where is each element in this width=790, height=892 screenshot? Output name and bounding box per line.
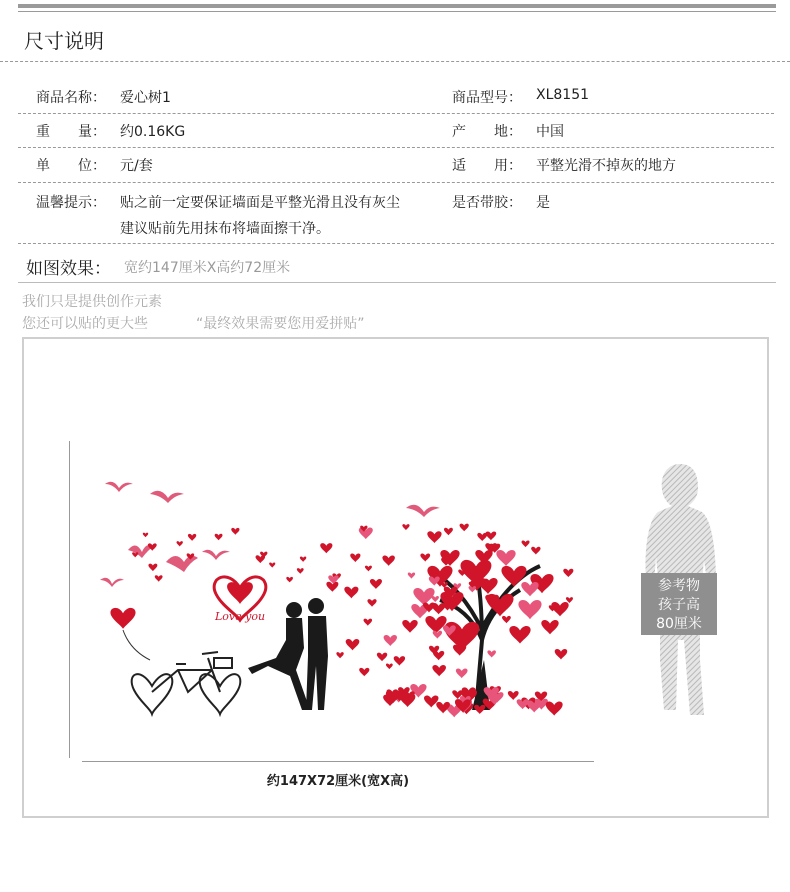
heart-icon <box>364 619 373 626</box>
height-dimension-line <box>69 441 70 758</box>
heart-icon <box>320 543 332 553</box>
heart-icon <box>132 552 138 557</box>
usage-label-a: 适 <box>452 158 466 174</box>
weight-label-a: 重 <box>36 124 50 140</box>
heart-icon <box>365 566 372 572</box>
product-name-label: 商品名称： <box>36 90 106 106</box>
origin-value: 中国 <box>536 124 564 140</box>
heart-icon <box>188 534 196 541</box>
usage-label-b: 用： <box>494 158 522 174</box>
love-you-text: Love you <box>214 610 266 623</box>
heart-icon <box>427 531 441 543</box>
heart-icon <box>541 620 558 634</box>
tip-value-line2: 建议贴前先用抹布将墙面擦干净。 <box>120 221 330 237</box>
heart-icon <box>531 547 540 555</box>
heart-icon <box>546 702 563 716</box>
heart-icon <box>231 528 239 535</box>
heart-icon <box>563 569 573 577</box>
heart-icon <box>408 572 415 578</box>
unit-label-b: 位： <box>78 158 106 174</box>
bird-icon <box>100 578 124 587</box>
heart-icon <box>555 649 568 659</box>
top-border-thin <box>18 11 776 12</box>
heart-icon <box>420 553 430 561</box>
heart-icon <box>508 691 519 700</box>
heart-icon <box>496 550 515 566</box>
adhesive-value: 是 <box>536 195 550 211</box>
dimension-caption: 约147X72厘米(宽X高) <box>266 774 410 789</box>
heart-icon <box>326 582 338 592</box>
wall-sticker-illustration <box>90 470 590 730</box>
heart-icon <box>436 702 450 713</box>
heart-icon <box>486 531 497 540</box>
heart-icon <box>424 695 438 707</box>
divider <box>18 147 774 148</box>
divider <box>18 113 774 114</box>
heart-icon <box>522 540 530 547</box>
ground-hearts <box>383 684 563 717</box>
note-line1: 我们只是提供创作元素 <box>22 294 162 310</box>
heart-icon <box>433 631 442 639</box>
model-label: 商品型号： <box>452 90 522 106</box>
birds <box>100 482 440 587</box>
model-value: XL8151 <box>536 87 590 103</box>
heart-icon <box>456 668 468 678</box>
heart-icon <box>566 597 573 603</box>
divider <box>0 61 790 62</box>
heart-icon <box>487 650 496 657</box>
effect-label: 如图效果： <box>26 259 111 279</box>
heart-icon <box>433 651 444 660</box>
tip-label: 温馨提示： <box>36 195 106 211</box>
page-title: 尺寸说明 <box>24 29 104 53</box>
heart-icon <box>336 652 343 658</box>
heart-icon <box>521 582 538 596</box>
heart-icon <box>432 665 446 676</box>
heart-icon <box>286 577 293 583</box>
heart-icon <box>402 524 409 530</box>
bicycle-icon <box>132 652 241 714</box>
divider <box>18 182 774 183</box>
origin-label-b: 地： <box>494 124 522 140</box>
heart-icon <box>386 663 393 669</box>
product-name-value: 爱心树1 <box>120 90 171 106</box>
heart-icon <box>297 568 304 574</box>
usage-value: 平整光滑不掉灰的地方 <box>536 158 676 174</box>
heart-icon <box>155 575 163 581</box>
reference-line1: 参考物 <box>658 578 700 594</box>
heart-icon <box>300 557 306 562</box>
heart-icon <box>346 639 360 650</box>
heart-icon <box>367 599 376 607</box>
heart-icon <box>377 653 387 662</box>
effect-size: 宽约147厘米X高约72厘米 <box>124 260 291 276</box>
heart-balloon <box>110 608 150 660</box>
tree-hearts <box>402 550 568 651</box>
bird-icon <box>202 550 230 560</box>
heart-icon <box>148 564 157 571</box>
heart-icon <box>460 524 469 532</box>
tip-value-line1: 贴之前一定要保证墙面是平整光滑且没有灰尘 <box>120 195 400 211</box>
heart-icon <box>384 635 397 646</box>
bird-icon <box>105 482 133 492</box>
heart-icon <box>432 603 446 614</box>
origin-label-a: 产 <box>452 124 466 140</box>
weight-value: 约0.16KG <box>120 124 186 140</box>
heart-icon <box>502 616 511 623</box>
heart-icon <box>215 534 223 541</box>
divider <box>18 243 774 244</box>
divider <box>18 282 776 283</box>
unit-label-a: 单 <box>36 158 50 174</box>
heart-icon <box>425 616 446 634</box>
width-dimension-line <box>82 761 594 762</box>
heart-icon <box>444 528 453 535</box>
unit-value: 元/套 <box>120 158 153 174</box>
heart-icon <box>509 626 530 644</box>
reference-line3: 80厘米 <box>656 616 702 632</box>
top-border-thick <box>18 4 776 8</box>
heart-icon <box>359 668 369 676</box>
heart-icon <box>350 554 360 563</box>
note-quote: “最终效果需要您用爱拼贴” <box>196 316 365 332</box>
heart-icon <box>402 620 417 633</box>
adhesive-label: 是否带胶： <box>452 195 522 211</box>
heart-icon <box>177 541 183 546</box>
heart-icon <box>143 533 148 538</box>
heart-icon <box>344 587 358 599</box>
heart-icon <box>394 656 405 665</box>
bird-icon <box>406 505 440 517</box>
heart-icon <box>269 562 275 567</box>
reference-line2: 孩子高 <box>658 597 700 613</box>
note-line2: 您还可以贴的更大些 <box>22 316 148 332</box>
reference-label <box>641 573 717 635</box>
heart-icon <box>518 600 541 619</box>
heart-icon <box>432 596 439 602</box>
heart-icon <box>382 555 395 565</box>
bird-icon <box>150 491 184 503</box>
weight-label-b: 量： <box>78 124 106 140</box>
heart-icon <box>370 579 382 589</box>
heart-icon <box>477 533 487 541</box>
